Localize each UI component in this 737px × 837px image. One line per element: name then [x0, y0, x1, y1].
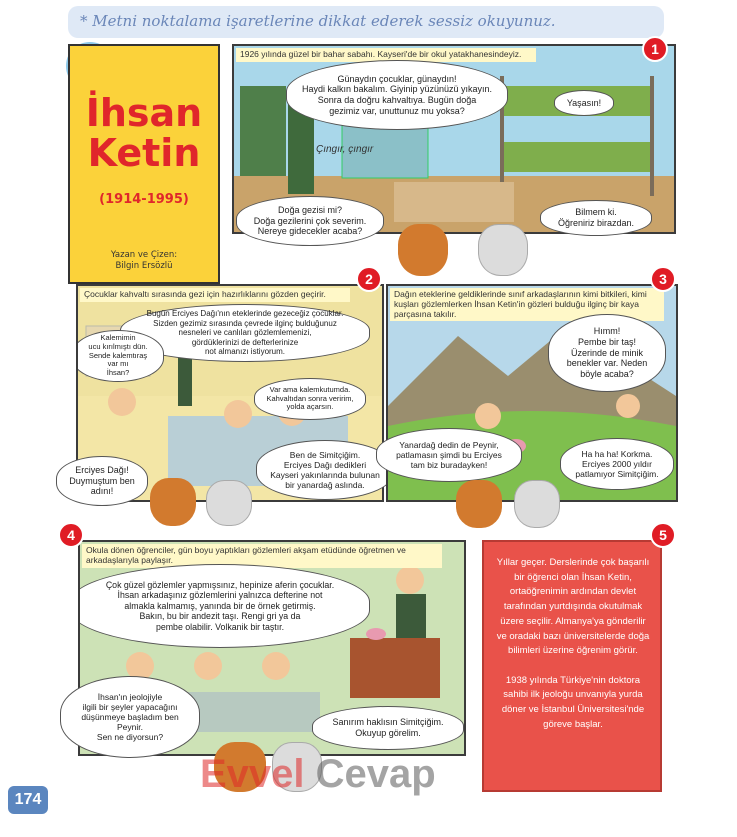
cat-speech-bubble-5 [376, 428, 522, 482]
cat-speech-bubble-1 [236, 196, 384, 246]
bell-sound-effect: Çıngır, çıngır [316, 144, 374, 155]
kid-speech-bubble-2b [254, 378, 366, 420]
orange-cat-icon [456, 480, 502, 528]
cat-speech-text-3: Erciyes Dağı! Duymuştum ben adını! [69, 465, 135, 497]
cat-speech-text-4: Ben de Simitçiğim. Erciyes Dağı dedikleri Kayseri yakınlarında bulunan bir yanardağ aslında. [270, 449, 380, 491]
ihsan-speech-bubble [548, 314, 666, 392]
white-cat-icon [478, 224, 528, 276]
panel-number-badge-4: 4 [58, 522, 84, 548]
kid-speech-text-2b: Var ama kalemkutumda. Kahvaltıdan sonra veririm, yolda açarsın. [266, 384, 354, 412]
white-cat-icon [206, 480, 252, 526]
cat-speech-bubble-8 [312, 706, 464, 750]
cat-speech-text-6: Ha ha ha! Korkma. Erciyes 2000 yıldır patlamıyor Simitçiğim. [575, 448, 659, 479]
cat-speech-text-5: Yanardağ dedin de Peynir, patlamasın şimdi bu Erciyes tam biz buradayken! [396, 439, 502, 470]
cat-speech-bubble-3 [56, 456, 148, 506]
panel-3-caption: Dağın eteklerine geldiklerinde sınıf arkadaşlarının kimi bitkileri, kimi kuşları gözlemlerken İhsan Ketin'in gözleri bulduğu ilginç bir kaya parçasına takılır. [390, 288, 664, 321]
title-years: (1914-1995) [99, 192, 189, 207]
cat-speech-text-1: Doğa gezisi mi? Doğa gezilerini çok severim. Nereye gidecekler acaba? [253, 205, 367, 237]
cat-speech-text-8: Sanırım haklısın Simitçiğim. Okuyup görelim. [332, 717, 444, 738]
cat-speech-bubble-6 [560, 438, 674, 490]
cat-speech-bubble-7 [60, 676, 200, 758]
teacher-speech-text-2: Bugün Erciyes Dağı'nın eteklerinde gezeceğiz çocuklar. Sizden gezimiz sırasında çevrede ilginç bulduğunuz nesneleri ve canlıları gözlemlemenizi, gördüklerinizi de defterlerinize not almanızı istiyorum. [146, 309, 344, 357]
panel-5-text: Yıllar geçer. Derslerinde çok başarılı bir öğrenci olan İhsan Ketin, ortaöğrenimin ardından devlet tarafından yurtdışında okutulmak üzere seçilir. Almanya'ya gönderilir ve oradaki bazı üniversitelerde doğa bilimleri üzerine öğrenim görür. 1938 yılında Türkiye'nin doktora sahibi ilk jeoloğu unvanıyla yurda döner ve İstanbul Üniversitesi'nde göreve başlar. [496, 557, 650, 730]
title-credit: Yazan ve Çizen: Bilgin Ersözlü [110, 250, 178, 272]
teacher-speech-bubble-4 [78, 564, 370, 648]
instruction-text: * Metni noktalama işaretlerine dikkat ederek sessiz okuyunuz. [80, 12, 556, 30]
ihsan-speech-text: Hımm! Pembe bir taş! Üzerinde de minik benekler var. Neden böyle acaba? [566, 326, 648, 379]
teacher-speech-text: Günaydın çocuklar, günaydın! Haydi kalkın bakalım. Giyinip yüzünüzü yıkayın. Sonra da doğru kahvaltıya. Bugün doğa gezimiz var, unuttunuz mu yoksa? [301, 73, 493, 116]
page-number: 174 [8, 786, 48, 814]
cat-speech-bubble-4 [256, 440, 394, 500]
panel-2-caption: Çocuklar kahvaltı sırasında gezi için hazırlıklarını gözden geçirir. [80, 288, 350, 302]
instruction-banner [68, 6, 664, 38]
title-card [68, 44, 220, 284]
panel-number-badge-2: 2 [356, 266, 382, 292]
kid-speech-text: Yaşasın! [566, 97, 602, 108]
orange-cat-icon [150, 478, 196, 526]
panel-number-badge-1: 1 [642, 36, 668, 62]
cat-speech-text-2: Bilmem ki. Öğreniriz birazdan. [557, 207, 635, 228]
teacher-speech-text-4: Çok güzel gözlemler yapmışsınız, hepinize aferin çocuklar. İhsan arkadaşınız gözlemlerini yalnızca defterine not almakla kalmamış, yanında bir de örnek getirmiş. Bakın, bu bir andezit taşı. Rengi gri ya da pembe olabilir. Volkanik bir taştır. [105, 580, 335, 632]
panel-number-badge-5: 5 [650, 522, 676, 548]
panel-number-badge-3: 3 [650, 266, 676, 292]
comic-panel-5 [482, 540, 662, 792]
kid-speech-bubble-2a [76, 330, 164, 382]
kid-speech-bubble [554, 90, 614, 116]
panel-1-caption: 1926 yılında güzel bir bahar sabahı. Kayseri'de bir okul yatakhanesindeyiz. [236, 48, 536, 62]
cat-speech-text-7: İhsan'ın jeolojiyle ilgili bir şeyler yapacağını düşünmeye başladım ben Peynir. Sen ne diyorsun? [81, 691, 179, 743]
kid-speech-text-2a: Kalemimin ucu kırılmıştı dün. Sende kalemtıraş var mı İhsan? [88, 332, 148, 378]
title-name: İhsan Ketin [85, 91, 203, 175]
orange-cat-icon [398, 224, 448, 276]
cat-speech-bubble-2 [540, 200, 652, 236]
watermark-logo [200, 752, 436, 797]
white-cat-icon [514, 480, 560, 528]
panel-4-caption: Okula dönen öğrenciler, gün boyu yaptıkları gözlemleri akşam etüdünde öğretmen ve arkadaşlarıyla paylaşır. [82, 544, 442, 568]
watermark-part-2: Cevap [304, 752, 436, 796]
watermark-part-1: Evvel [200, 752, 305, 796]
teacher-speech-bubble [286, 60, 508, 130]
